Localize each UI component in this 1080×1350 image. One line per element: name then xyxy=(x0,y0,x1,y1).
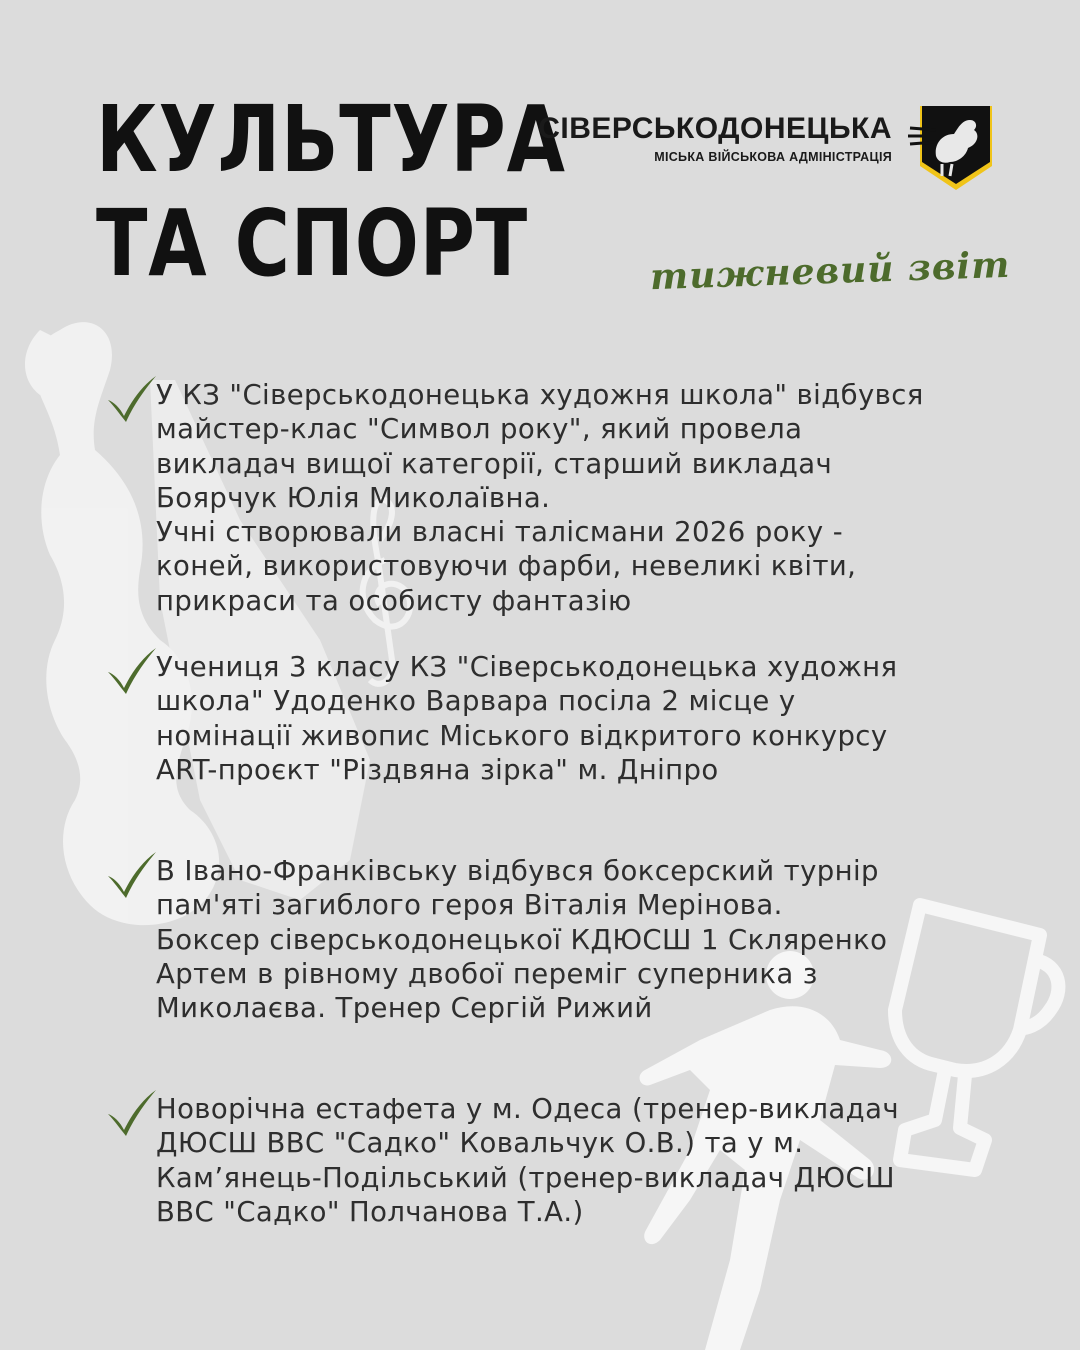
checkmark-icon xyxy=(104,374,158,424)
item-text: В Івано-Франківську відбувся боксерский турнір пам'яті загиблого героя Віталія Мерінова. Боксер сіверськодонецької КДЮСШ 1 Скляренко Артем в рівному двобої переміг суперника з Миколаєва. Тренер Сергій Рижий xyxy=(156,855,888,1025)
page-title xyxy=(96,88,566,296)
item-text: Учениця 3 класу КЗ "Сіверськодонецька художня школа" Удоденко Варвара посіла 2 місце у номінації живопис Міського відкритого конкурсу ART-проєкт "Різдвяна зірка" м. Дніпро xyxy=(156,651,898,786)
city-emblem-icon xyxy=(906,104,998,192)
tagline-weekly-report: тижневий звіт xyxy=(649,243,1011,299)
list-item xyxy=(104,854,984,1025)
item-text: У КЗ "Сіверськодонецька художня школа" відбувся майстер-клас "Символ року", який провела викладач вищої категорії, старший викладач Боярчук Юлія Миколаївна. Учні створювали власні талісмани 2026 року - коней, використовуючи фарби, невеликі квіти, прикраси та особисту фантазію xyxy=(156,379,924,617)
list-item xyxy=(104,650,984,787)
logo-text-block xyxy=(538,112,892,164)
checkmark-icon xyxy=(104,646,158,696)
item-text: Новорічна естафета у м. Одеса (тренер-викладач ДЮСШ ВВС "Садко" Ковальчук О.В.) та у м. Кам’янець-Подільський (тренер-викладач ДЮСШ ВВС "Садко" Полчанова Т.А.) xyxy=(156,1093,899,1228)
logo-subtitle: МІСЬКА ВІЙСЬКОВА АДМІНІСТРАЦІЯ xyxy=(654,150,892,164)
title-line-1: КУЛЬТУРА xyxy=(96,86,566,193)
title-line-2: ТА СПОРТ xyxy=(96,190,529,297)
checkmark-icon xyxy=(104,1088,158,1138)
list-item xyxy=(104,378,984,618)
checkmark-icon xyxy=(104,850,158,900)
list-item xyxy=(104,1092,984,1229)
logo-name: СІВЕРСЬКОДОНЕЦЬКА xyxy=(538,112,892,145)
